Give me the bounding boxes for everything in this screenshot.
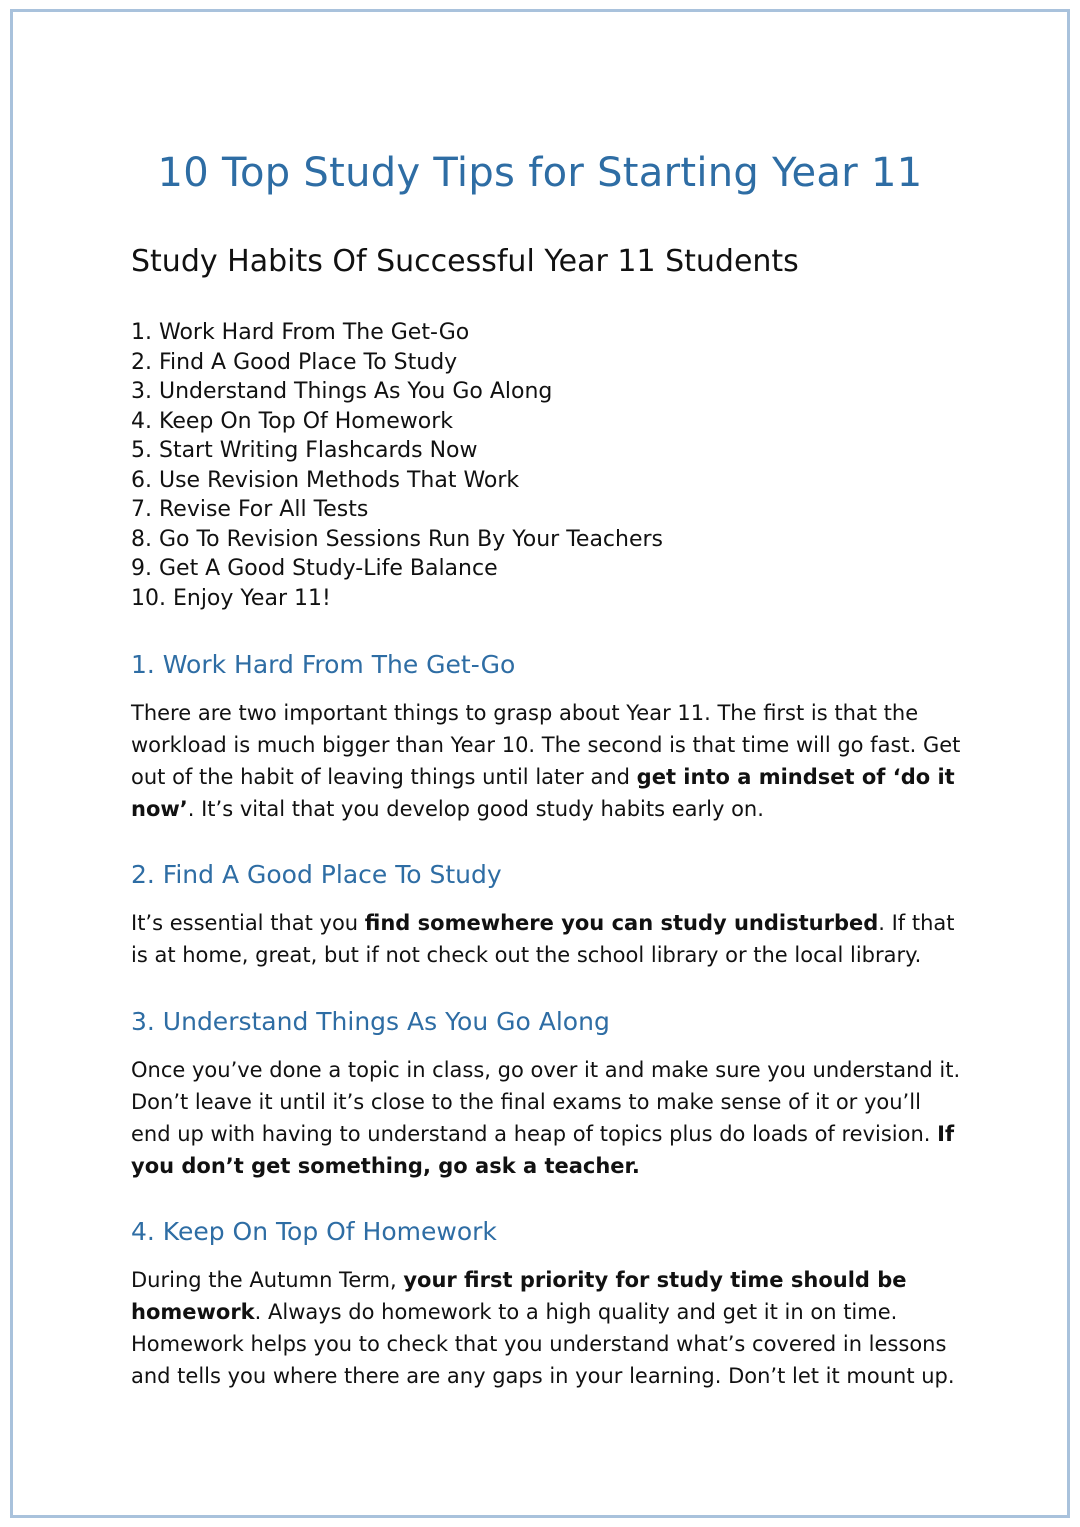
section-homework (131, 1216, 961, 1392)
section-understand-things (131, 1006, 961, 1182)
body-text: It’s essential that you (131, 911, 365, 935)
tip-item: 9. Get A Good Study-Life Balance (131, 556, 498, 581)
section-heading: 1. Work Hard From The Get-Go (131, 650, 516, 679)
tip-item: 2. Find A Good Place To Study (131, 349, 458, 375)
body-text: . If that is at home, great, but if not check out the school library or the local library. (131, 911, 955, 967)
tip-item: 5. Start Writing Flashcards Now (131, 438, 478, 463)
tips-list (131, 318, 663, 613)
document-subtitle: Study Habits Of Successful Year 11 Students (131, 244, 799, 279)
body-text: . Always do homework to a high quality and get it in on time. Homework helps you to check that you understand what’s covered in lessons and tells you where there are any gaps in your learning. Don’t let it mount up. (131, 1300, 955, 1388)
tip-item: 4. Keep On Top Of Homework (131, 408, 453, 434)
body-bold-text: If you don’t get something, go ask a teacher. (131, 1122, 955, 1178)
body-bold-text: your first priority for study time should be homework (131, 1268, 907, 1324)
tip-item: 8. Go To Revision Sessions Run By Your Teachers (131, 526, 664, 552)
body-bold-text: get into a mindset of ‘do it now’ (131, 765, 955, 821)
tip-item: 10. Enjoy Year 11! (131, 585, 331, 611)
tip-item: 3. Understand Things As You Go Along (131, 379, 553, 404)
body-bold-text: find somewhere you can study undisturbed (364, 911, 879, 935)
tip-item: 7. Revise For All Tests (131, 497, 369, 522)
section-good-place (131, 859, 961, 971)
section-heading: 2. Find A Good Place To Study (131, 860, 502, 889)
document-title: 10 Top Study Tips for Starting Year 11 (157, 150, 923, 196)
tip-item: 6. Use Revision Methods That Work (131, 467, 520, 493)
section-body (131, 1054, 961, 1182)
body-text: . It’s vital that you develop good study habits early on. (187, 797, 764, 821)
body-text: Once you’ve done a topic in class, go over it and make sure you understand it. Don’t leave it until it’s close to the final exams to make sense of it or you’ll end up with having to understand a heap of topics plus do loads of revision. (131, 1058, 961, 1146)
tip-item: 1. Work Hard From The Get-Go (131, 320, 470, 345)
section-body (131, 1264, 961, 1392)
section-body (131, 907, 961, 971)
body-text: During the Autumn Term, (131, 1268, 404, 1292)
section-heading: 4. Keep On Top Of Homework (131, 1217, 497, 1246)
section-body (131, 697, 961, 825)
section-work-hard (131, 649, 961, 825)
body-text: There are two important things to grasp about Year 11. The first is that the workload is much bigger than Year 10. The second is that time will go fast. Get out of the habit of leaving things until later and (131, 701, 961, 789)
section-heading: 3. Understand Things As You Go Along (131, 1007, 610, 1036)
